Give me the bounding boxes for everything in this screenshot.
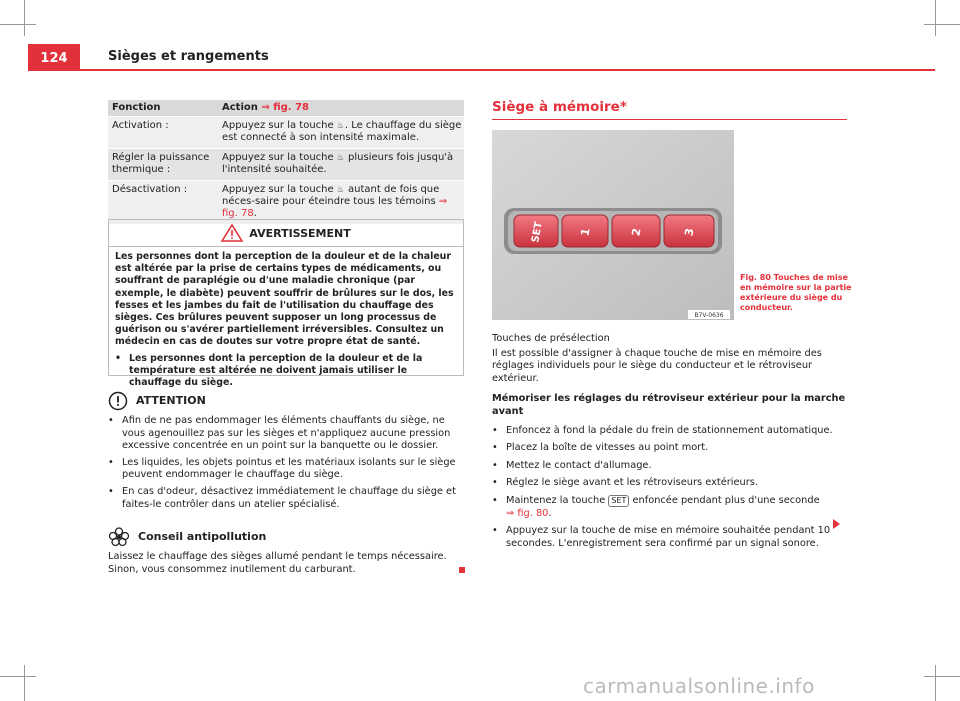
warning-text: Les personnes dont la perception de la douleur et de la chaleur est altérée par la prise de certains types de médicaments, ou souffrant de paraplégie ou d'une maladie chronique (par exemple, le diabète) peuvent souffrir de brûlures sur le dos, les fesses et les jambes du fait de l'utilisation du chauffage des sièges. Ces brûlures peuvent supposer un long processus de guérison ou s'avérer partiellement irréversibles. Consultez un médecin en cas de doutes sur votre propre état de santé. — [115, 251, 454, 348]
col-header-action: Action ⇒ fig. 78 — [222, 102, 309, 113]
attention-icon — [108, 391, 128, 411]
header-rule — [28, 69, 935, 71]
tip-title: Conseil antipollution — [138, 529, 267, 543]
crop-mark — [0, 24, 36, 25]
list-item: • Les personnes dont la perception de la douleur et de la température est altérée ne doivent jamais utiliser le chauffage du siège. — [115, 352, 423, 389]
table-row: Désactivation : Appuyez sur la touche ♨ autant de fois que néces-saire pour éteindre tous les témoins ⇒ fig. 78. — [108, 181, 464, 225]
attention-section — [108, 391, 464, 511]
table-row: Activation : Appuyez sur la touche ♨. Le chauffage du siège est connecté à son intensité maximale. — [108, 117, 464, 149]
list-item: • Réglez le siège avant et les rétroviseurs extérieurs. — [492, 477, 758, 489]
tip-text: Laissez le chauffage des sièges allumé pendant le temps nécessaire. Sinon, vous consommez inutilement du carburant. — [108, 551, 447, 575]
col-header-fonction: Fonction — [112, 102, 161, 113]
flower-icon — [108, 527, 130, 547]
crop-mark — [0, 676, 36, 677]
table-row: Régler la puissance thermique : Appuyez sur la touche ♨ plusieurs fois jusqu'à l'intensité souhaitée. — [108, 149, 464, 181]
warning-header — [109, 220, 463, 247]
continue-arrow-icon — [833, 519, 840, 529]
intro-text: Il est possible d'assigner à chaque touche de mise en mémoire des réglages individuels pour le siège du conducteur et le rétroviseur extérieur. — [492, 347, 822, 384]
crop-mark — [924, 676, 960, 677]
figure-caption: Fig. 80 Touches de mise en mémoire sur la partie extérieure du siège du conducteur. — [740, 273, 852, 312]
title-rule — [492, 119, 847, 120]
memory-keys-photo — [492, 130, 734, 320]
list-item: • Placez la boîte de vitesses au point mort. — [492, 442, 709, 454]
list-item: • Afin de ne pas endommager les éléments chauffants du siège, ne vous agenouillez pas sur les sièges et n'appliquez aucune pression excessive concentrée en un point sur la banquette ou le dossier. — [108, 415, 451, 452]
seat-heat-icon: ♨ — [336, 185, 345, 194]
seat-heat-icon: ♨ — [336, 153, 345, 162]
table-header — [108, 100, 464, 117]
list-item: • Mettez le contact d'allumage. — [492, 459, 652, 471]
crop-mark — [924, 24, 960, 25]
seat-heat-icon: ♨ — [336, 121, 345, 130]
fig-link[interactable]: ⇒ fig. 80 — [506, 507, 549, 519]
photo-key-2: 2 — [629, 227, 644, 237]
warning-triangle-icon — [221, 224, 243, 242]
photo-key-1: 1 — [578, 227, 593, 237]
tip-section — [108, 527, 464, 580]
crop-mark — [935, 665, 936, 701]
chapter-title: Sièges et rangements — [108, 49, 269, 64]
set-key-label: SET — [608, 495, 629, 507]
fig-link[interactable]: ⇒ fig. 78 — [222, 196, 448, 219]
watermark: carmanualsonline.info — [583, 674, 815, 698]
list-item: • Appuyez sur la touche de mise en mémoire souhaitée pendant 10 secondes. L'enregistrement sera confirmé par un signal sonore. — [492, 525, 831, 549]
fig-link[interactable]: ⇒ fig. 78 — [261, 102, 309, 113]
crop-mark — [935, 0, 936, 36]
photo-key-set: SET — [530, 221, 545, 244]
list-item: • En cas d'odeur, désactivez immédiatement le chauffage du siège et faites-le contrôler dans un atelier spécialisé. — [108, 485, 456, 510]
section-title: Siège à mémoire* — [492, 99, 627, 115]
warning-title: AVERTISSEMENT — [249, 226, 351, 240]
memory-text — [492, 333, 847, 550]
photo-key-3: 3 — [682, 227, 697, 237]
photo-code: B7V-0636 — [694, 312, 724, 319]
list-item: • Les liquides, les objets pointus et les matériaux isolants sur le siège peuvent endommager le chauffage du siège. — [108, 456, 456, 481]
crop-mark — [24, 665, 25, 701]
subhead-presets: Touches de présélection — [492, 333, 610, 344]
attention-title: ATTENTION — [136, 393, 206, 407]
section-end-marker — [459, 567, 465, 573]
subhead-mirror: Mémoriser les réglages du rétroviseur extérieur pour la marche avant — [492, 393, 846, 417]
list-item: • Enfoncez à fond la pédale du frein de stationnement automatique. — [492, 424, 833, 436]
crop-mark — [24, 0, 25, 36]
page-number: 124 — [28, 44, 80, 70]
function-table — [108, 100, 464, 225]
list-item: • Maintenez la touche SET enfoncée pendant plus d'une seconde ⇒ fig. 80. — [492, 494, 820, 519]
warning-box — [108, 219, 464, 389]
